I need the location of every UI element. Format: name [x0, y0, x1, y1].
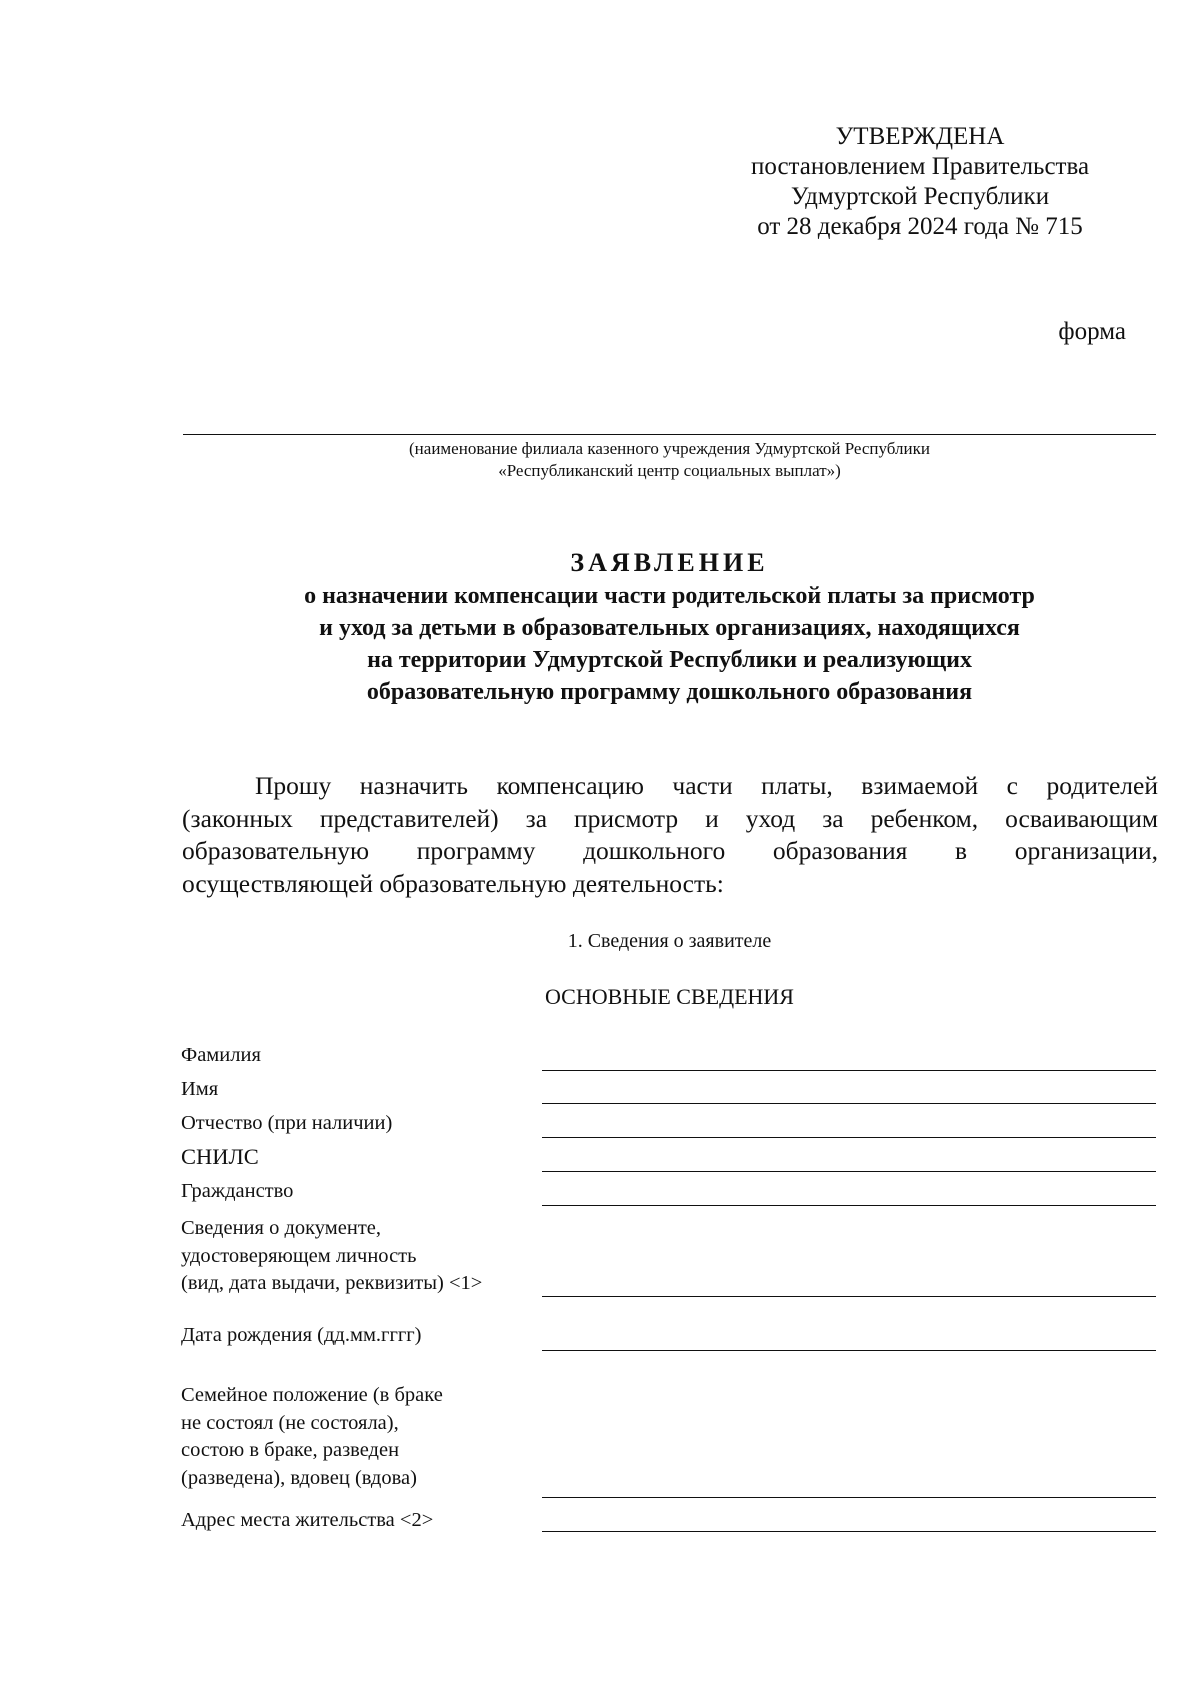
subtitle-line-1: о назначении компенсации части родительской платы за присмотр — [304, 583, 1035, 609]
marital-status-label — [181, 1382, 443, 1492]
approval-line-2: Удмуртской Республики — [790, 183, 1050, 210]
body-line-1: Прошу назначить компенсацию части платы, взимаемой с родителей — [255, 771, 1158, 800]
marital-status-label-line-3: состою в браке, разведен — [181, 1439, 400, 1461]
section-heading: 1. Сведения о заявителе — [567, 930, 772, 952]
branch-name-field[interactable] — [183, 434, 1156, 435]
subheading-main-info: ОСНОВНЫЕ СВЕДЕНИЯ — [545, 984, 794, 1009]
id-document-field[interactable] — [542, 1296, 1156, 1297]
marital-status-label-line-2: не состоял (не состояла), — [181, 1411, 399, 1434]
id-document-label-line-1: Сведения о документе, — [181, 1217, 382, 1239]
marital-status-label-line-1: Семейное положение (в браке — [181, 1384, 443, 1406]
surname-label: Фамилия — [181, 1044, 261, 1066]
subtitle-line-2: и уход за детьми в образовательных организациях, находящихся — [319, 615, 1020, 641]
first-name-label: Имя — [181, 1078, 219, 1100]
approval-line-3: от 28 декабря 2024 года № 715 — [757, 213, 1083, 240]
id-document-label — [181, 1215, 482, 1298]
patronymic-label: Отчество (при наличии) — [181, 1112, 393, 1134]
marital-status-label-line-4: (разведена), вдовец (вдова) — [181, 1466, 417, 1489]
first-name-field[interactable] — [542, 1103, 1156, 1104]
form-label: форма — [1058, 318, 1126, 345]
approval-line-1: постановлением Правительства — [750, 153, 1090, 180]
birth-date-field[interactable] — [542, 1350, 1156, 1351]
subtitle-line-3: на территории Удмуртской Республики и реализующих — [367, 647, 972, 673]
branch-caption — [183, 438, 1156, 482]
marital-status-field[interactable] — [542, 1497, 1156, 1498]
birth-date-label: Дата рождения (дд.мм.гггг) — [181, 1324, 422, 1346]
id-document-label-line-3: (вид, дата выдачи, реквизиты) <1> — [181, 1272, 483, 1294]
address-label: Адрес места жительства <2> — [181, 1509, 434, 1531]
body-line-3: образовательную программу дошкольного образования в организации, — [182, 836, 1158, 865]
branch-caption-line-2: «Республиканский центр социальных выплат») — [498, 461, 841, 480]
snils-label: СНИЛС — [181, 1144, 259, 1169]
citizenship-label: Гражданство — [181, 1180, 294, 1202]
snils-field[interactable] — [542, 1171, 1156, 1172]
document-subtitle — [183, 580, 1156, 708]
branch-caption-line-1: (наименование филиала казенного учреждения Удмуртской Республики — [409, 439, 930, 458]
address-field[interactable] — [542, 1531, 1156, 1532]
approval-title: УТВЕРЖДЕНА — [835, 123, 1005, 150]
body-line-4: осуществляющей образовательную деятельность: — [182, 868, 724, 898]
request-paragraph — [182, 770, 1158, 900]
patronymic-field[interactable] — [542, 1137, 1156, 1138]
citizenship-field[interactable] — [542, 1205, 1156, 1206]
approval-stamp — [700, 122, 1140, 242]
body-line-2: (законных представителей) за присмотр и уход за ребенком, осваивающим — [182, 803, 1158, 833]
id-document-label-line-2: удостоверяющем личность — [181, 1244, 417, 1267]
subtitle-line-4: образовательную программу дошкольного образования — [366, 679, 973, 705]
document-title: ЗАЯВЛЕНИЕ — [570, 548, 769, 577]
surname-field[interactable] — [542, 1070, 1156, 1071]
